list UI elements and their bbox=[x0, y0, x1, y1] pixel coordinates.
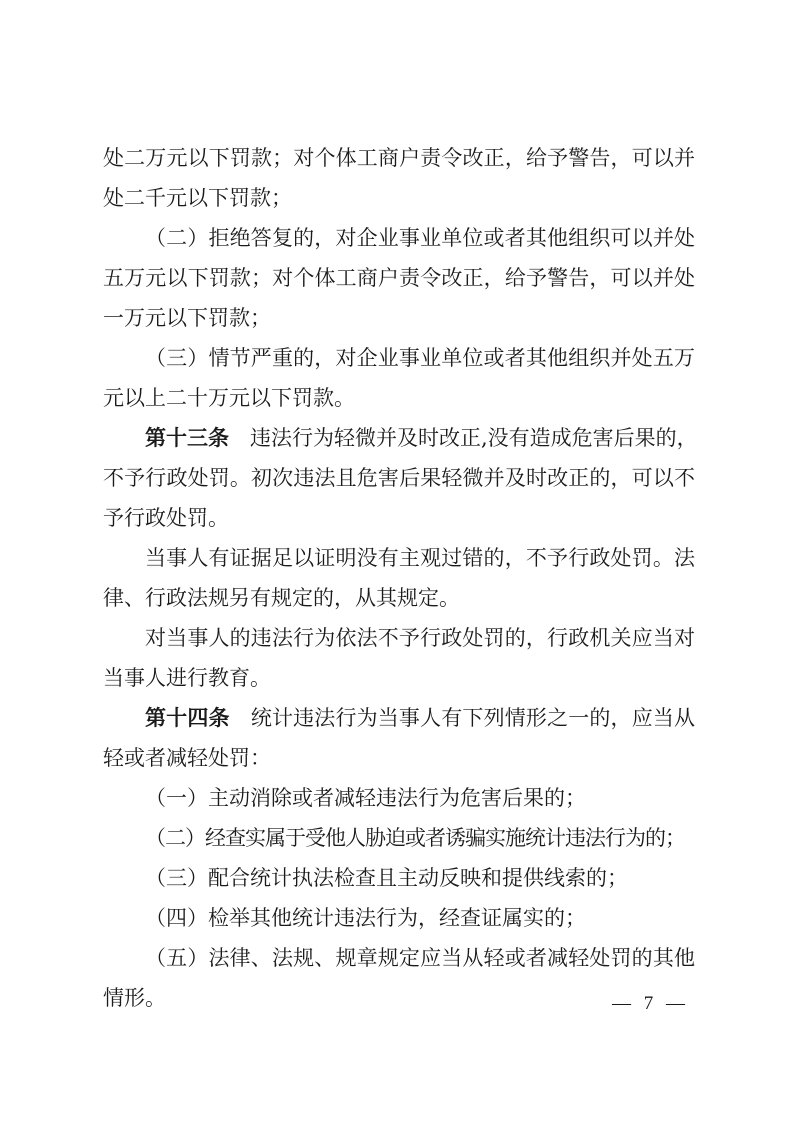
article-13 bbox=[103, 418, 698, 538]
article-14-item-2 bbox=[103, 818, 695, 858]
document-body bbox=[103, 138, 698, 1018]
article-14-item-3 bbox=[103, 858, 695, 898]
text-line: （三）情节严重的，对企业事业单位或者其他组织并处五万 bbox=[145, 346, 695, 370]
article-14-item-4 bbox=[103, 898, 695, 938]
text-line: （四）检举其他统计违法行为，经查证属实的； bbox=[145, 906, 586, 930]
text-line: （一）主动消除或者减轻违法行为危害后果的； bbox=[145, 786, 586, 810]
text-line: （三）配合统计执法检查且主动反映和提供线索的； bbox=[145, 866, 628, 890]
text-line: （二）经查实属于受他人胁迫或者诱骗实施统计违法行为的； bbox=[145, 826, 685, 850]
text-line: 五万元以下罚款；对个体工商户责令改正，给予警告，可以并处 bbox=[103, 266, 695, 290]
article-text: 违法行为轻微并及时改正,没有造成危害后果的， bbox=[250, 426, 698, 450]
page-number: — 7 — bbox=[612, 993, 689, 1014]
text-line: 当事人有证据足以证明没有主观过错的，不予行政处罚。法 bbox=[145, 546, 695, 570]
text-line: （二）拒绝答复的，对企业事业单位或者其他组织可以并处 bbox=[145, 226, 695, 250]
text-line: 一万元以下罚款； bbox=[103, 306, 271, 330]
article-13-paragraph-3 bbox=[103, 618, 695, 698]
article-14-item-5 bbox=[103, 938, 695, 1018]
paragraph-item-3 bbox=[103, 338, 695, 418]
article-label: 第十四条 bbox=[145, 706, 230, 730]
article-13-paragraph-2 bbox=[103, 538, 695, 618]
paragraph-continuation bbox=[103, 138, 695, 218]
article-label: 第十三条 bbox=[145, 426, 229, 450]
text-line: 律、行政法规另有规定的，从其规定。 bbox=[103, 586, 460, 610]
text-line: 当事人进行教育。 bbox=[103, 666, 271, 690]
paragraph-item-2 bbox=[103, 218, 695, 338]
text-line: 情形。 bbox=[103, 986, 166, 1010]
article-text: 统计违法行为当事人有下列情形之一的，应当从 bbox=[250, 706, 696, 730]
article-14-item-1 bbox=[103, 778, 695, 818]
text-line: 不予行政处罚。初次违法且危害后果轻微并及时改正的，可以不 bbox=[103, 466, 695, 490]
text-line: 处二千元以下罚款； bbox=[103, 186, 292, 210]
text-line bbox=[103, 698, 695, 738]
text-line: 轻或者减轻处罚： bbox=[103, 746, 271, 770]
text-line: 予行政处罚。 bbox=[103, 506, 229, 530]
text-line bbox=[103, 418, 698, 458]
text-line: 元以上二十万元以下罚款。 bbox=[103, 386, 355, 410]
article-14 bbox=[103, 698, 695, 778]
text-line: 对当事人的违法行为依法不予行政处罚的，行政机关应当对 bbox=[145, 626, 695, 650]
text-line: （五）法律、法规、规章规定应当从轻或者减轻处罚的其他 bbox=[145, 946, 695, 970]
text-line: 处二万元以下罚款；对个体工商户责令改正，给予警告，可以并 bbox=[103, 146, 695, 170]
